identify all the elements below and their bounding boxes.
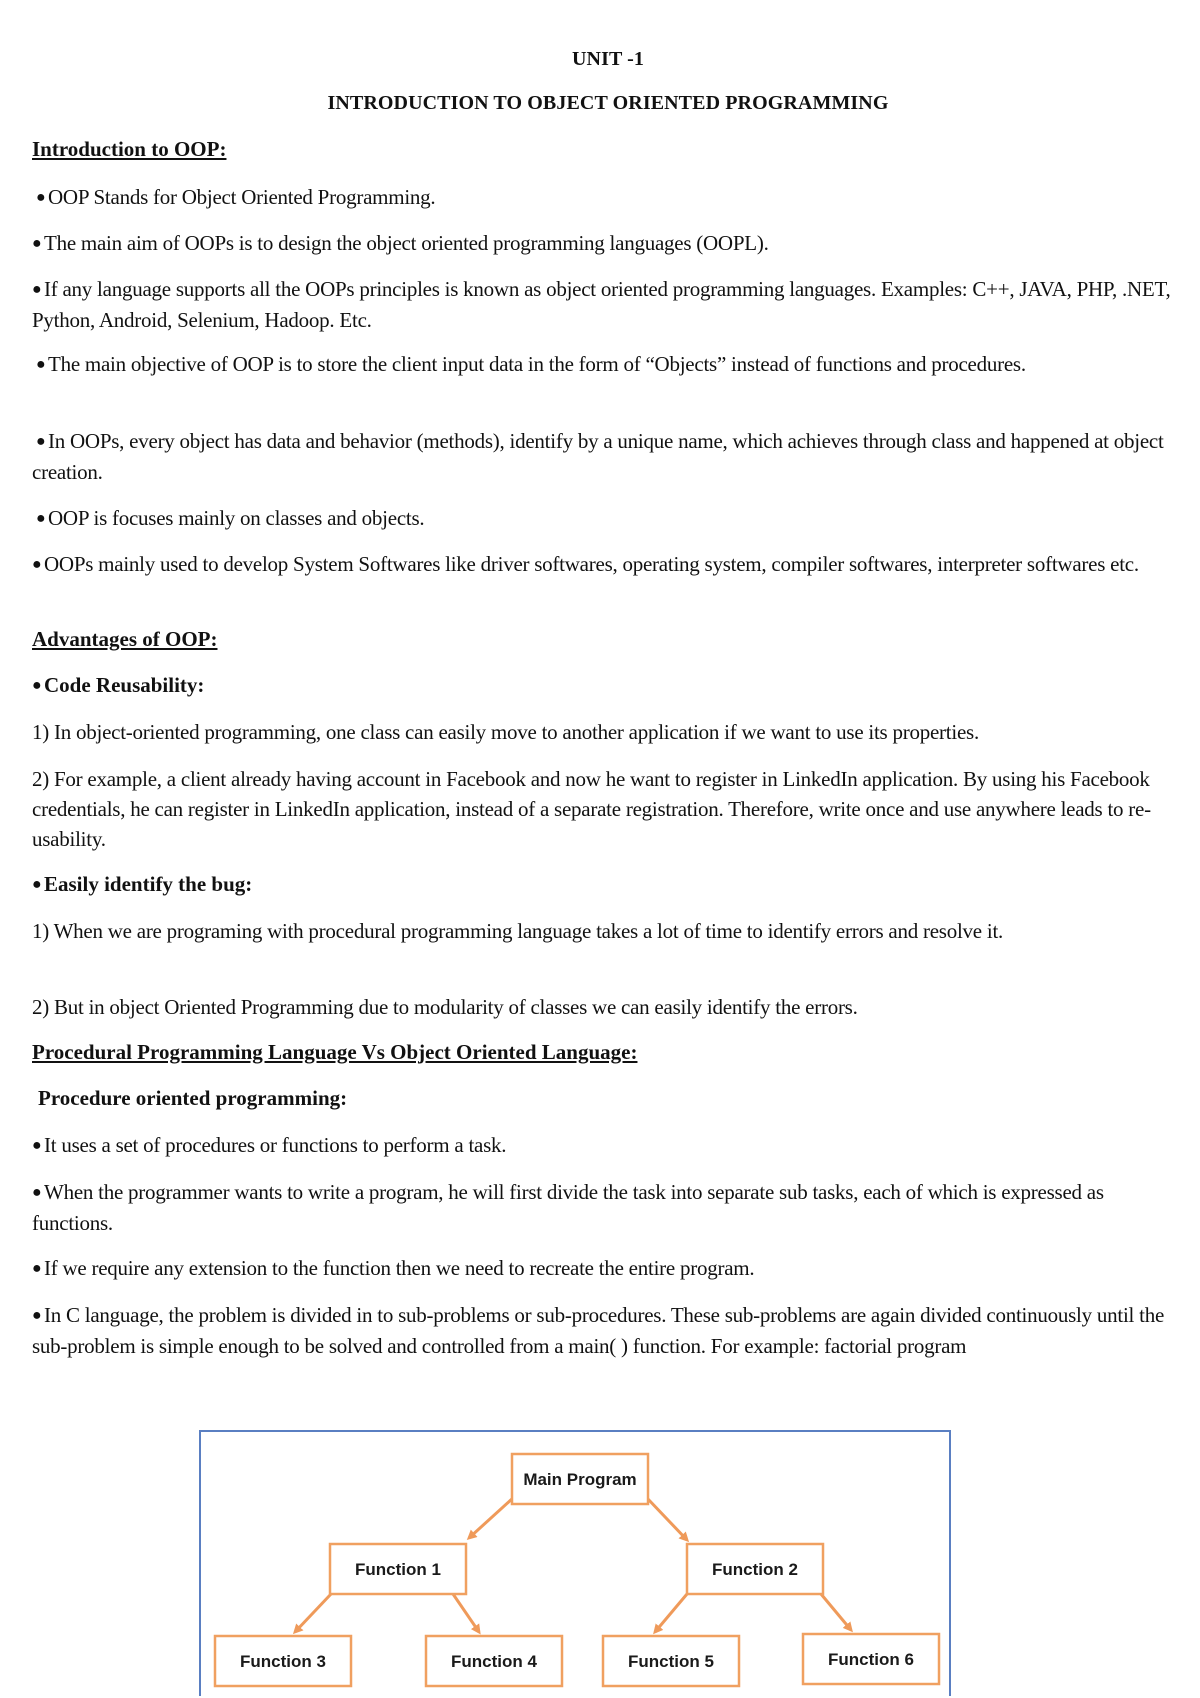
node-function-6 — [803, 1634, 939, 1684]
node-main-program — [512, 1454, 648, 1504]
bullet-icon: ● — [36, 189, 46, 206]
reusability-point: 2) For example, a client already having account in Facebook and now he want to register in LinkedIn application. By using his Facebook credentials, he can register in LinkedIn application, instead of a separate registration. Therefore, write once and use anywhere leads to re-usability. — [32, 767, 1151, 851]
bugs-point: 2) But in object Oriented Programming due to modularity of classes we can easily identify the errors. — [32, 995, 858, 1019]
bullet-icon: ● — [36, 510, 46, 527]
node-function-2-label: Function 2 — [712, 1560, 798, 1579]
node-function-4-label: Function 4 — [451, 1652, 537, 1671]
section-heading-advantages: Advantages of OOP: — [32, 627, 218, 651]
intro-item: ● The main aim of OOPs is to design the object oriented programming languages (OOPL). — [32, 228, 1180, 259]
bullet-icon: ● — [32, 281, 42, 298]
node-function-2 — [687, 1544, 823, 1594]
bugs-title: ● Easily identify the bug: — [32, 872, 253, 896]
procedure-item: ● If we require any extension to the function then we need to recreate the entire program. — [32, 1253, 1180, 1284]
node-function-6-label: Function 6 — [828, 1650, 914, 1669]
edge-function2-to-function6 — [821, 1594, 851, 1630]
intro-item: ● If any language supports all the OOPs principles is known as object oriented programming languages. Examples: C++, JAVA, PHP, .NET, Python, Android, Selenium, Hadoop. Etc. — [32, 277, 1171, 332]
edge-main-to-function2 — [647, 1498, 687, 1540]
bullet-icon: ● — [32, 876, 42, 893]
bullet-icon: ● — [36, 356, 46, 373]
procedure-item: ● It uses a set of procedures or functions to perform a task. — [32, 1130, 1180, 1161]
procedure-item: ● In C language, the problem is divided in to sub-problems or sub-procedures. These sub-problems are again divided continuously until the sub-problem is simple enough to be solved and controlled from a main( ) function. For example: factorial program — [32, 1303, 1165, 1358]
node-function-5 — [603, 1636, 739, 1686]
intro-item: ● OOPs mainly used to develop System Softwares like driver softwares, operating system, compiler softwares, interpreter softwares etc. — [32, 549, 1180, 580]
bullet-icon: ● — [36, 433, 46, 450]
unit-label: UNIT -1 — [571, 48, 644, 70]
node-function-4 — [426, 1636, 562, 1686]
bullet-icon: ● — [32, 1184, 42, 1201]
edge-function1-to-function4 — [453, 1594, 479, 1632]
intro-item: ● OOP Stands for Object Oriented Programming. — [36, 182, 1184, 213]
reusability-point: 1) In object-oriented programming, one class can easily move to another application if we want to use its properties. — [32, 720, 979, 744]
bullet-icon: ● — [32, 235, 42, 252]
procedure-subheading: Procedure oriented programming: — [38, 1086, 348, 1110]
node-function-3 — [215, 1636, 351, 1686]
intro-item: ● In OOPs, every object has data and behavior (methods), identify by a unique name, which achieves through class and happened at object creation. — [32, 429, 1164, 484]
procedural-program-diagram — [199, 1430, 951, 1696]
node-function-5-label: Function 5 — [628, 1652, 714, 1671]
bullet-icon: ● — [32, 556, 42, 573]
bullet-icon: ● — [32, 677, 42, 694]
page-title: INTRODUCTION TO OBJECT ORIENTED PROGRAMMING — [327, 92, 889, 114]
intro-item: ● OOP is focuses mainly on classes and objects. — [32, 503, 1180, 534]
edge-function2-to-function5 — [655, 1594, 687, 1632]
edge-function1-to-function3 — [295, 1594, 331, 1632]
section-heading-comparison: Procedural Programming Language Vs Object Oriented Language: — [32, 1040, 638, 1064]
node-function-1 — [330, 1544, 466, 1594]
bullet-icon: ● — [32, 1307, 42, 1324]
intro-item: ● The main objective of OOP is to store the client input data in the form of “Objects” instead of functions and procedures. — [32, 349, 1180, 380]
bugs-point: 1) When we are programing with procedural programming language takes a lot of time to identify errors and resolve it. — [32, 919, 1004, 943]
procedure-item: ● When the programmer wants to write a program, he will first divide the task into separate sub tasks, each of which is expressed as functions. — [32, 1180, 1104, 1235]
diagram-canvas — [201, 1432, 953, 1698]
node-function-3-label: Function 3 — [240, 1652, 326, 1671]
node-main-program-label: Main Program — [523, 1470, 637, 1489]
section-heading-intro: Introduction to OOP: — [32, 137, 227, 161]
node-function-1-label: Function 1 — [355, 1560, 441, 1579]
bullet-icon: ● — [32, 1137, 42, 1154]
bullet-icon: ● — [32, 1260, 42, 1277]
edge-main-to-function1 — [469, 1498, 513, 1538]
reusability-title: ● Code Reusability: — [32, 673, 205, 697]
